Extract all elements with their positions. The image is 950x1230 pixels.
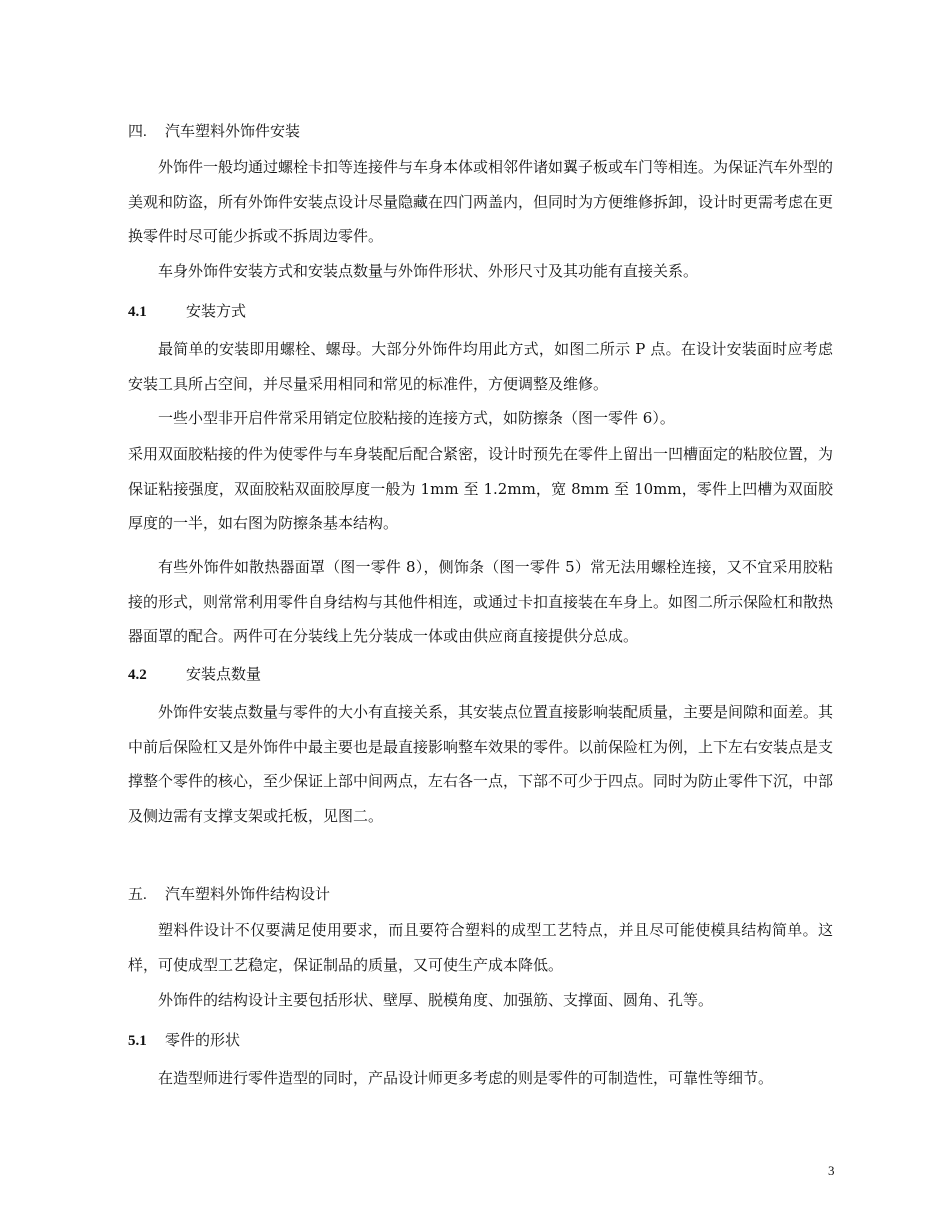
section-number: 五. xyxy=(128,887,147,903)
subsection-heading-4-2 xyxy=(128,663,261,686)
subsection-number: 5.1 xyxy=(128,1033,147,1049)
subsection-number: 4.1 xyxy=(128,304,147,320)
subsection-title: 零件的形状 xyxy=(165,1031,241,1049)
section-title: 汽车塑料外饰件安装 xyxy=(165,122,301,140)
paragraph: 最简单的安装即用螺栓、螺母。大部分外饰件均用此方式，如图二所示 P 点。在设计安装面时应考虑安装工具所占空间，并尽量采用相同和常见的标准件，方便调整及维修。 xyxy=(128,340,833,393)
paragraph: 有些外饰件如散热器面罩（图一零件 8），侧饰条（图一零件 5）常无法用螺栓连接，又不宜采用胶粘接的形式，则常常利用零件自身结构与其他件相连，或通过卡扣直接装在车身上。如图二所示保险杠和散热器面罩的配合。两件可在分装线上先分装成一体或由供应商直接提供分总成。 xyxy=(128,558,834,645)
paragraph: 塑料件设计不仅要满足使用要求，而且要符合塑料的成型工艺特点，并且尽可能使模具结构简单。这样，可使成型工艺稳定，保证制品的质量，又可使生产成本降低。 xyxy=(128,921,833,974)
subsection-number: 4.2 xyxy=(128,667,147,683)
subsection-heading-4-1 xyxy=(128,300,246,323)
section-number: 四. xyxy=(128,124,147,140)
paragraph: 在造型师进行零件造型的同时，产品设计师更多考虑的则是零件的可制造性，可靠性等细节。 xyxy=(158,1069,774,1087)
paragraph: 外饰件一般均通过螺栓卡扣等连接件与车身本体或相邻件诸如翼子板或车门等相连。为保证汽车外型的美观和防盗，所有外饰件安装点设计尽量隐藏在四门两盖内，但同时为方便维修拆卸，设计时更需考虑在更换零件时尽可能少拆或不拆周边零件。 xyxy=(128,158,834,245)
paragraph: 采用双面胶粘接的件为使零件与车身装配后配合紧密，设计时预先在零件上留出一凹槽面定的粘胶位置，为保证粘接强度，双面胶粘双面胶厚度一般为 1mm 至 1.2mm，宽 8mm 至 10mm，零件上凹槽为双面胶厚度的一半，如右图为防擦条基本结构。 xyxy=(128,445,834,532)
subsection-title: 安装点数量 xyxy=(186,665,262,683)
section-heading-5 xyxy=(128,883,330,906)
subsection-heading-5-1 xyxy=(128,1029,240,1052)
paragraph: 外饰件安装点数量与零件的大小有直接关系，其安装点位置直接影响装配质量，主要是间隙和面差。其中前后保险杠又是外饰件中最主要也是最直接影响整车效果的零件。以前保险杠为例，上下左右安装点是支撑整个零件的核心，至少保证上部中间两点，左右各一点，下部不可少于四点。同时为防止零件下沉，中部及侧边需有支撑支架或托板，见图二。 xyxy=(128,703,834,825)
section-title: 汽车塑料外饰件结构设计 xyxy=(165,885,331,903)
page-number: 3 xyxy=(828,1163,835,1178)
section-heading-4 xyxy=(128,120,300,143)
subsection-title: 安装方式 xyxy=(186,302,247,320)
paragraph: 车身外饰件安装方式和安装点数量与外饰件形状、外形尺寸及其功能有直接关系。 xyxy=(158,262,699,280)
paragraph: 外饰件的结构设计主要包括形状、壁厚、脱模角度、加强筋、支撑面、圆角、孔等。 xyxy=(158,991,714,1009)
paragraph: 一些小型非开启件常采用销定位胶粘接的连接方式，如防擦条（图一零件 6）。 xyxy=(158,409,675,427)
